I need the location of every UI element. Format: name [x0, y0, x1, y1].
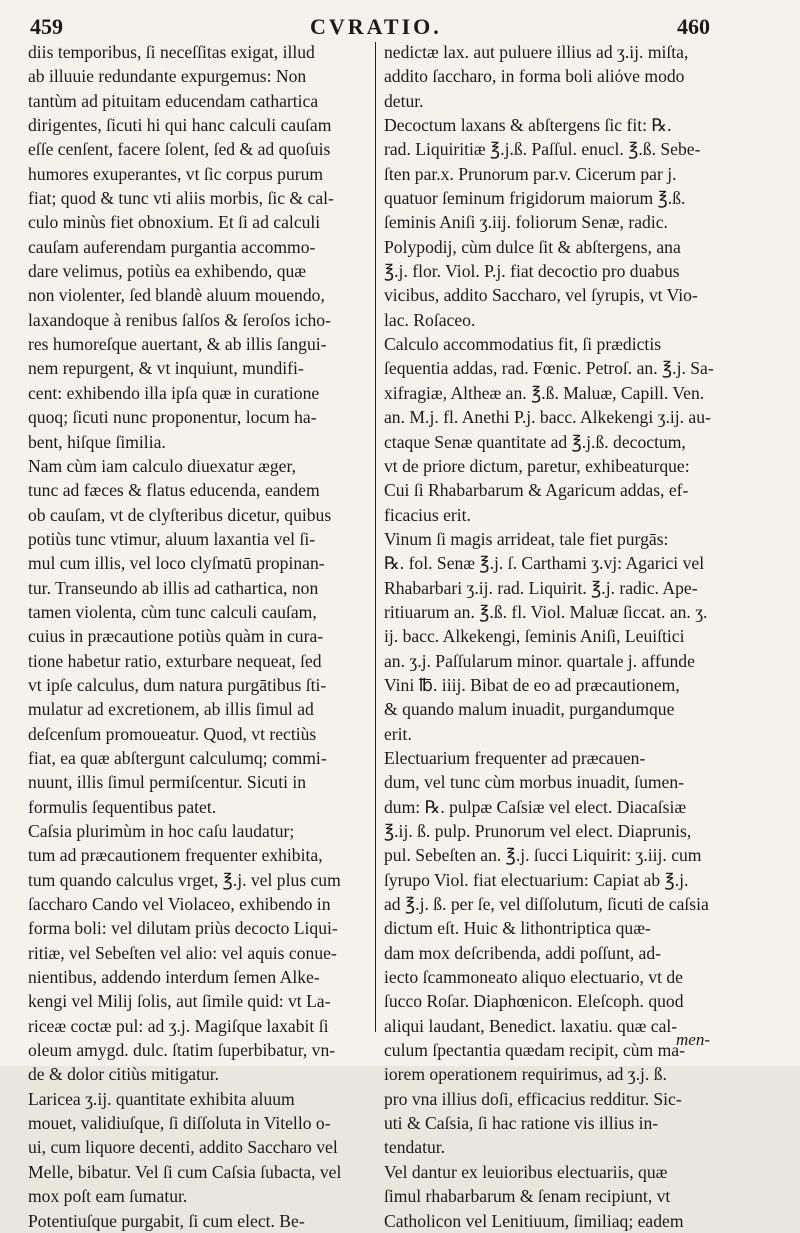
- text-line: mouet, validiuſque, ſi diſſoluta in Vitello o-: [28, 1113, 331, 1134]
- text-line: Rhabarbari ʒ.ij. rad. Liquirit. ℥.j. radic. Ape-: [384, 577, 698, 598]
- text-line: ſyrupo Viol. fiat electuarium: Capiat ab ℥.j.: [384, 869, 689, 890]
- catchword: men-: [676, 1030, 710, 1049]
- text-line: mox poſt eam ſumatur.: [28, 1186, 188, 1207]
- text-line: vicibus, addito Saccharo, vel ſyrupis, vt Vio-: [384, 285, 698, 306]
- text-line: an. M.j. fl. Anethi P.j. bacc. Alkekengi ʒ.ij. au-: [384, 407, 711, 428]
- text-line: res humoreſque auertant, & ab illis ſangui-: [28, 334, 327, 355]
- text-line: non violenter, ſed blandè aluum mouendo,: [28, 285, 325, 306]
- text-line: ad ℥.j. ß. per ſe, vel diſſolutum, ſicuti de caſsia: [384, 894, 709, 915]
- text-line: mulatur ad excretionem, ab illis ſimul ad: [28, 699, 314, 720]
- text-line: Melle, bibatur. Vel ſi cum Caſsia ſubacta, vel: [28, 1161, 342, 1182]
- text-line: Vini ℔. iiij. Bibat de eo ad præcautionem,: [384, 674, 680, 695]
- text-line: tur. Transeundo ab illis ad cathartica, non: [28, 577, 319, 598]
- right-column: [384, 40, 714, 1233]
- text-line: nedictæ lax. aut puluere illius ad ʒ.ij. miſta,: [384, 42, 689, 62]
- text-line: ij. bacc. Alkekengi, ſeminis Aniſi, Leuiſtici: [384, 626, 685, 647]
- text-line: & quando malum inuadit, purgandumque: [384, 699, 675, 720]
- text-line: iorem operationem requirimus, ad ʒ.j. ß.: [384, 1064, 667, 1085]
- text-line: tum quando calculus vrget, ℥.j. vel plus cum: [28, 869, 341, 890]
- text-line: ſeminis Aniſi ʒ.iij. foliorum Senæ, radic.: [384, 212, 668, 233]
- text-line: dam mox deſcribenda, addi poſſunt, ad-: [384, 942, 662, 963]
- text-line: ſten par.x. Prunorum par.v. Cicerum par j.: [384, 163, 677, 184]
- text-line: kengi vel Milij ſolis, aut ſimile quid: vt La-: [28, 991, 331, 1012]
- text-line: ritiæ, vel Sebeſten vel alio: vel aquis conue-: [28, 942, 337, 963]
- text-line: ſaccharo Cando vel Violaceo, exhibendo in: [28, 894, 331, 915]
- text-line: ficacius erit.: [384, 504, 471, 525]
- text-line: ſequentia addas, rad. Fœnic. Petroſ. an. ℥.j. Sa-: [384, 358, 714, 379]
- text-line: addito ſaccharo, in forma boli aliόve modo: [384, 66, 685, 87]
- text-line: formulis ſequentibus patet.: [28, 796, 217, 817]
- text-line: ui, cum liquore decenti, addito Saccharo vel: [28, 1137, 338, 1158]
- text-line: tum ad præcautionem frequenter exhibita,: [28, 845, 323, 866]
- text-line: rad. Liquiritiæ ℥.j.ß. Paſſul. enucl. ℥.ß. Sebe-: [384, 139, 701, 160]
- text-line: nuunt, illis ſimul permiſcentur. Sicuti in: [28, 772, 307, 793]
- text-line: nem repurgent, & vt inquiunt, mundifi-: [28, 358, 304, 379]
- text-line: Catholicon vel Lenitiuum, ſimiliaq; eadem: [384, 1210, 684, 1231]
- text-line: ſimul rhabarbarum & ſenam recipiunt, vt: [384, 1186, 671, 1207]
- text-line: humores exuperantes, vt ſic corpus purum: [28, 163, 324, 184]
- text-line: riceæ coctæ pul: ad ʒ.j. Magiſque laxabit ſi: [28, 1015, 329, 1036]
- text-line: fiat, ea quæ abſtergunt calculumq; commi-: [28, 747, 327, 768]
- text-line: culo minùs fiet obnoxium. Et ſi ad calculi: [28, 212, 321, 233]
- text-line: aliqui laudant, Benedict. laxatiu. quæ cal-: [384, 1015, 678, 1036]
- text-line: vt ipſe calculus, dum natura purgātibus ſti-: [28, 674, 327, 695]
- text-line: dum, vel tunc cùm morbus inuadit, ſumen-: [384, 772, 685, 793]
- text-line: tantùm ad pituitam educendam cathartica: [28, 90, 319, 111]
- text-line: fiat; quod & tunc vti aliis morbis, ſic & cal-: [28, 188, 334, 209]
- text-line: dare velimus, potiùs ea exhibendo, quæ: [28, 261, 307, 282]
- text-line: ſucco Roſar. Diaphœnicon. Eleſcoph. quod: [384, 991, 684, 1012]
- text-line: laxandoque à renibus ſalſos & ſeroſos ichо-: [28, 309, 331, 330]
- text-line: de & dolor citiùs mitigatur.: [28, 1064, 220, 1085]
- text-line: pro vna illius doſi, efficacius redditur. Sic-: [384, 1088, 682, 1109]
- text-line: tendatur.: [384, 1137, 446, 1158]
- text-line: Laricea ʒ.ij. quantitate exhibita aluum: [28, 1088, 295, 1109]
- text-line: Decoctum laxans & abſtergens ſic fit: ℞.: [384, 115, 672, 136]
- text-line: dictum eſt. Huic & lithontriptica quæ-: [384, 918, 651, 939]
- page-number-left: 459: [30, 14, 63, 39]
- text-line: dum: ℞. pulpæ Caſsiæ vel elect. Diacaſsiæ: [384, 796, 687, 817]
- text-line: tione habetur ratio, exturbare nequeat, ſed: [28, 650, 322, 671]
- text-line: ob cauſam, vt de clyſteribus dicetur, quibus: [28, 504, 332, 525]
- text-line: an. ʒ.j. Paſſularum minor. quartale j. affunde: [384, 650, 695, 671]
- running-title: CVRATIO.: [310, 14, 442, 39]
- text-line: potiùs tunc vtimur, aluum laxantia vel ſi-: [28, 528, 316, 549]
- left-column: [28, 40, 366, 1233]
- text-line: tunc ad fæces & flatus educenda, eandem: [28, 480, 320, 501]
- text-line: ritiuarum an. ℥.ß. fl. Viol. Maluæ ſiccat. an. ʒ.: [384, 601, 708, 622]
- text-line: ℞. fol. Senæ ℥.j. ſ. Carthami ʒ.vj: Agarici vel: [384, 553, 705, 574]
- text-line: eſſe cenſent, facere ſolent, ſed & ad quoſuis: [28, 139, 331, 160]
- text-line: bent, hiſque ſimilia.: [28, 431, 166, 452]
- text-line: cent: exhibendo illa ipſa quæ in curatione: [28, 382, 320, 403]
- column-divider: [375, 42, 376, 1032]
- text-line: ℥.ij. ß. pulp. Prunorum vel elect. Diaprunis,: [384, 821, 692, 841]
- text-line: ab illuuie redundante expurgemus: Non: [28, 66, 307, 87]
- text-line: Caſsia plurimùm in hoc caſu laudatur;: [28, 821, 295, 841]
- text-line: erit.: [384, 723, 412, 744]
- text-line: nientibus, addendo interdum ſemen Alke-: [28, 967, 320, 988]
- text-line: cauſam auferendam purgantia accommo-: [28, 236, 316, 257]
- text-line: pul. Sebeſten an. ℥.j. ſucci Liquirit: ʒ.iij. cum: [384, 845, 702, 866]
- text-line: diis temporibus, ſi neceſſitas exigat, illud: [28, 42, 315, 62]
- text-line: ctaque Senæ quantitate ad ℥.j.ß. decoctum,: [384, 431, 686, 452]
- text-line: detur.: [384, 90, 424, 111]
- page-number-right: 460: [677, 14, 710, 39]
- text-line: Calculo accommodatius fit, ſi prædictis: [384, 334, 662, 355]
- text-line: Nam cùm iam calculo diuexatur æger,: [28, 455, 296, 476]
- text-line: quatuor ſeminum frigidorum maiorum ℥.ß.: [384, 188, 686, 209]
- text-line: dirigentes, ſicuti hi qui hanc calculi cauſam: [28, 115, 332, 136]
- text-line: oleum amygd. dulc. ſtatim ſuperbibatur, vn-: [28, 1040, 336, 1061]
- text-line: forma boli: vel dilutam priùs decocto Liqui-: [28, 918, 338, 939]
- text-line: quoq; ſicuti nunc proponentur, locum ha-: [28, 407, 317, 428]
- text-line: cuius in præcautione potiùs quàm in cura-: [28, 626, 324, 647]
- text-line: Vinum ſi magis arrideat, tale fiet purgās:: [384, 528, 669, 549]
- text-line: uti & Caſsia, ſi hac ratione vis illius in-: [384, 1113, 659, 1134]
- text-line: Electuarium frequenter ad præcauen-: [384, 747, 646, 768]
- text-line: deſcenſum promoueatur. Quod, vt rectiùs: [28, 723, 317, 744]
- text-line: mul cum illis, vel loco clyſmatū propinan-: [28, 553, 325, 574]
- text-line: iecto ſcammoneato aliquo electuario, vt de: [384, 967, 683, 988]
- text-line: tamen violenta, cùm tunc calculi cauſam,: [28, 601, 317, 622]
- text-line: Polypodij, cùm dulce ſit & abſtergens, ana: [384, 236, 681, 257]
- text-line: Vel dantur ex leuioribus electuariis, quæ: [384, 1161, 668, 1182]
- text-line: culum ſpectantia quædam recipit, cùm ma-: [384, 1040, 685, 1061]
- text-line: vt de priore dictum, paretur, exhibeaturque:: [384, 455, 690, 476]
- text-line: xifragiæ, Altheæ an. ℥.ß. Maluæ, Capill. Ven.: [384, 382, 705, 403]
- text-line: ℥.j. flor. Viol. P.j. fiat decoctio pro duabus: [384, 261, 680, 282]
- text-line: lac. Roſaceo.: [384, 309, 476, 330]
- text-line: Potentiuſque purgabit, ſi cum elect. Be-: [28, 1210, 305, 1231]
- text-line: Cui ſi Rhabarbarum & Agaricum addas, ef-: [384, 480, 689, 501]
